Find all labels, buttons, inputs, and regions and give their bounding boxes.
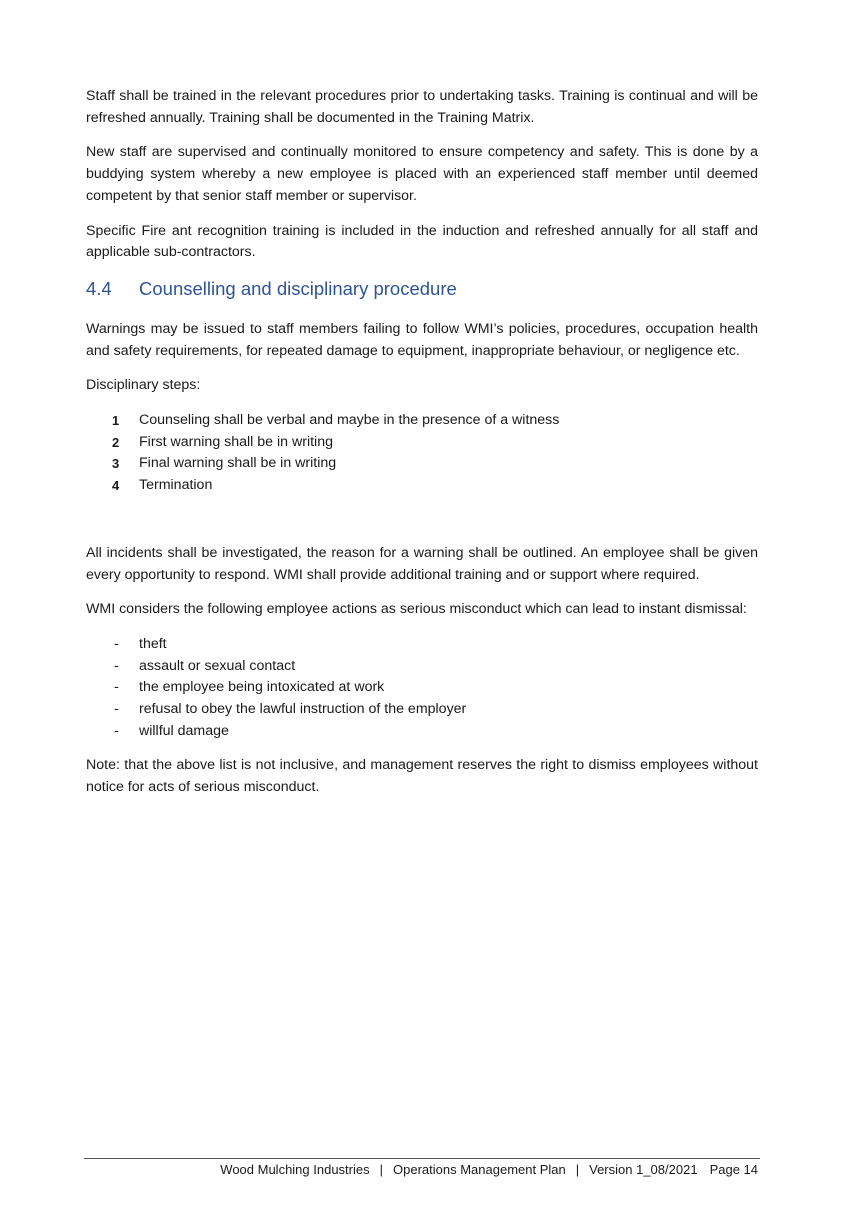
dash-bullet: - bbox=[114, 635, 119, 652]
item-text: willful damage bbox=[139, 722, 229, 739]
misconduct-list bbox=[86, 634, 758, 743]
paragraph-training: Staff shall be trained in the relevant procedures prior to undertaking tasks. Training is continual and will be refreshed annually. Training shall be documented in the Training Matrix. bbox=[86, 88, 758, 126]
list-item bbox=[86, 677, 758, 699]
list-item bbox=[86, 721, 758, 743]
dash-bullet: - bbox=[114, 701, 119, 718]
paragraph-note: Note: that the above list is not inclusive, and management reserves the right to dismiss employees without notice for acts of serious misconduct. bbox=[86, 757, 758, 796]
step-text: Counseling shall be verbal and maybe in the presence of a witness bbox=[139, 412, 560, 429]
dash-bullet: - bbox=[114, 657, 119, 674]
step-number: 2 bbox=[112, 434, 120, 450]
paragraph-warnings: Warnings may be issued to staff members failing to follow WMI’s policies, procedures, occupation health and safety requirements, for repeated damage to equipment, inappropriate behaviour, or negligence etc. bbox=[86, 320, 758, 359]
item-text: the employee being intoxicated at work bbox=[139, 679, 385, 696]
paragraph-fire-ant: Specific Fire ant recognition training is included in the induction and refreshed annually for all staff and applicable sub-contractors. bbox=[86, 222, 758, 261]
footer-divider bbox=[84, 1158, 760, 1159]
item-text: refusal to obey the lawful instruction of the employer bbox=[139, 701, 467, 718]
footer-company: Wood Mulching Industries bbox=[220, 1162, 370, 1177]
dash-bullet: - bbox=[114, 679, 119, 696]
list-item bbox=[86, 410, 758, 432]
page-footer bbox=[84, 1160, 758, 1180]
item-text: assault or sexual contact bbox=[139, 657, 296, 674]
list-item bbox=[86, 453, 758, 475]
list-item bbox=[86, 699, 758, 721]
step-number: 3 bbox=[112, 456, 120, 472]
step-text: Termination bbox=[139, 477, 213, 494]
footer-version: Version 1_08/2021 bbox=[589, 1162, 698, 1177]
section-title: Counselling and disciplinary procedure bbox=[139, 277, 457, 299]
paragraph-incidents: All incidents shall be investigated, the reason for a warning shall be outlined. An employee shall be given every opportunity to respond. WMI shall provide additional training and or support where required. bbox=[86, 544, 758, 583]
step-number: 4 bbox=[112, 478, 120, 494]
footer-page-number: Page 14 bbox=[709, 1162, 758, 1177]
list-item bbox=[86, 432, 758, 454]
footer-separator: | bbox=[379, 1162, 384, 1177]
footer-separator: | bbox=[575, 1162, 580, 1177]
step-text: First warning shall be in writing bbox=[139, 433, 333, 450]
disciplinary-steps-list bbox=[86, 410, 758, 497]
list-item bbox=[86, 475, 758, 497]
dash-bullet: - bbox=[114, 722, 119, 739]
footer-document: Operations Management Plan bbox=[393, 1162, 566, 1177]
list-item bbox=[86, 656, 758, 678]
spacer bbox=[86, 497, 758, 543]
disciplinary-label: Disciplinary steps: bbox=[86, 377, 201, 394]
paragraph-supervision: New staff are supervised and continually monitored to ensure competency and safety. This is done by a buddying system whereby a new employee is placed with an experienced staff member until deemed competent by that senior staff member or supervisor. bbox=[86, 144, 758, 204]
step-number: 1 bbox=[112, 413, 120, 429]
section-heading bbox=[86, 277, 758, 301]
paragraph-misconduct: WMI considers the following employee actions as serious misconduct which can lead to instant dismissal: bbox=[86, 601, 747, 618]
step-text: Final warning shall be in writing bbox=[139, 455, 337, 472]
page-content bbox=[86, 86, 758, 812]
list-item bbox=[86, 634, 758, 656]
item-text: theft bbox=[139, 635, 167, 652]
section-number: 4.4 bbox=[86, 277, 112, 299]
